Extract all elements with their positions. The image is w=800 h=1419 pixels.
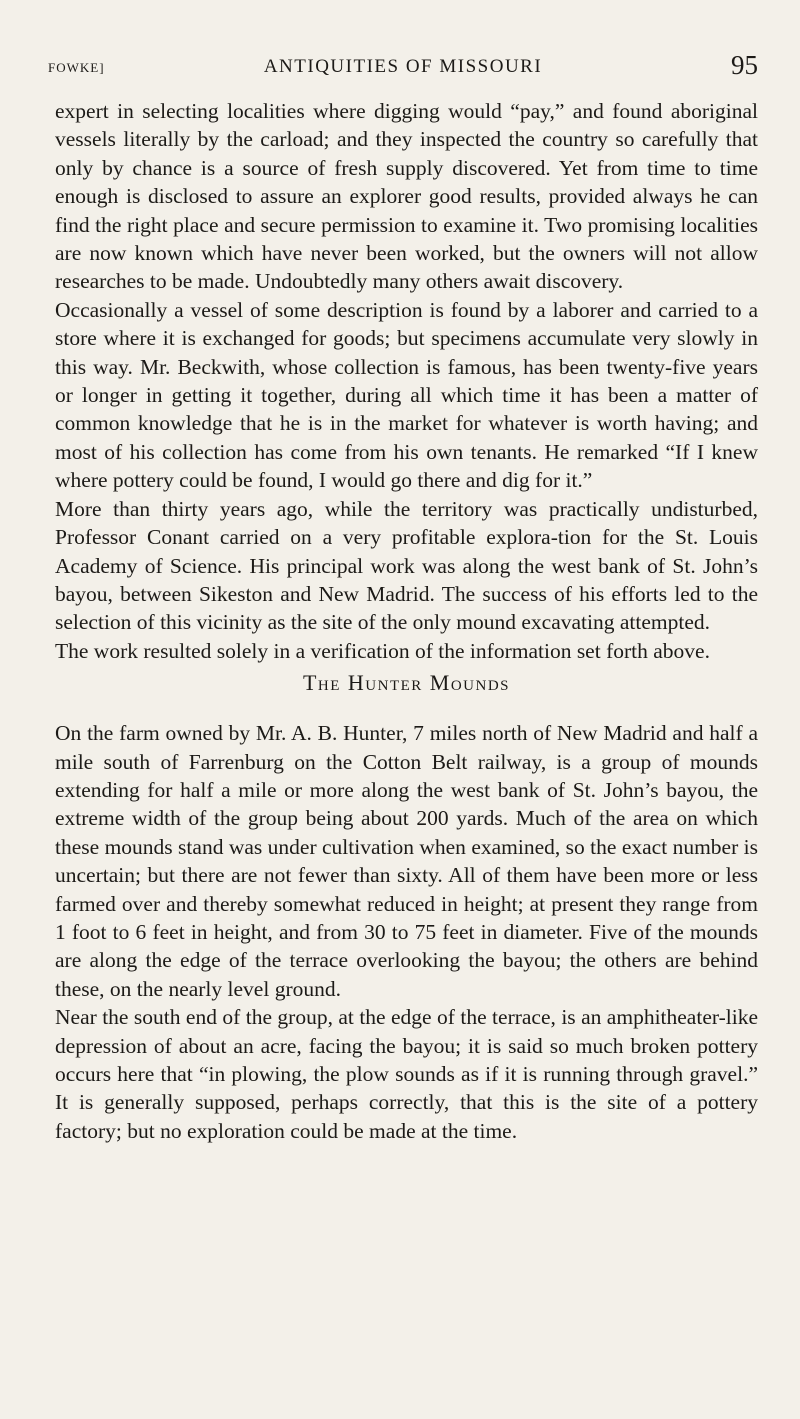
paragraph: Occasionally a vessel of some description is found by a laborer and carried to a store where it is exchanged for goods; but specimens accumulate very slowly in this way. Mr. Beckwith, whose collection is famous, has been twenty-five years or longer in getting it together, during all which time it has been a matter of common knowledge that he is in the market for whatever is worth having; and most of his collection has come from his own tenants. He remarked “If I knew where pottery could be found, I would go there and dig for it.” — [55, 297, 758, 493]
running-head-title: ANTIQUITIES OF MISSOURI — [263, 56, 543, 77]
paragraph: Near the south end of the group, at the edge of the terrace, is an amphitheater-like depression of about an acre, facing the bayou; it is said so much broken pottery occurs here that “in plowing, the plow sounds as if it is running through gravel.” It is generally supposed, perhaps correctly, that this is the site of a pottery factory; but no exploration could be made at the time. — [55, 1005, 758, 1143]
section-heading: The Hunter Mounds — [302, 670, 511, 696]
paragraph: expert in selecting localities where digging would “pay,” and found aboriginal vessels literally by the carload; and they inspected the country so carefully that only by chance is a source of fresh supply discovered. Yet from time to time enough is disclosed to assure an explorer good results, provided always he can find the right place and secure permission to examine it. Two promising localities are now known which have never been worked, but the owners will not allow researches to be made. Undoubtedly many others await discovery. — [55, 99, 758, 294]
paragraph: The work resulted solely in a verification of the information set forth above. — [55, 638, 710, 663]
paragraph: More than thirty years ago, while the territory was practically undisturbed, Professor Conant carried on a very profitable explora-tion for the St. Louis Academy of Science. His principal work was along the west bank of St. John’s bayou, between Sikeston and New Madrid. The success of his efforts led to the selection of this vicinity as the site of the only mound excavating attempted. — [55, 496, 758, 635]
running-head — [48, 50, 758, 84]
paragraph: On the farm owned by Mr. A. B. Hunter, 7 miles north of New Madrid and half a mile south of Farrenburg on the Cotton Belt railway, is a group of mounds extending for half a mile or more along the west bank of St. John’s bayou, the extreme width of the group being about 200 yards. Much of the area on which these mounds stand was under cultivation when examined, so the exact number is uncertain; but there are not fewer than sixty. All of them have been more or less farmed over and thereby somewhat reduced in height; at present they range from 1 foot to 6 feet in height, and from 30 to 75 feet in diameter. Five of the mounds are along the edge of the terrace overlooking the bayou; the others are behind these, on the nearly level ground. — [55, 721, 758, 1001]
page-number: 95 — [731, 50, 758, 80]
body-text — [55, 97, 758, 1145]
running-head-author: FOWKE] — [48, 60, 105, 75]
